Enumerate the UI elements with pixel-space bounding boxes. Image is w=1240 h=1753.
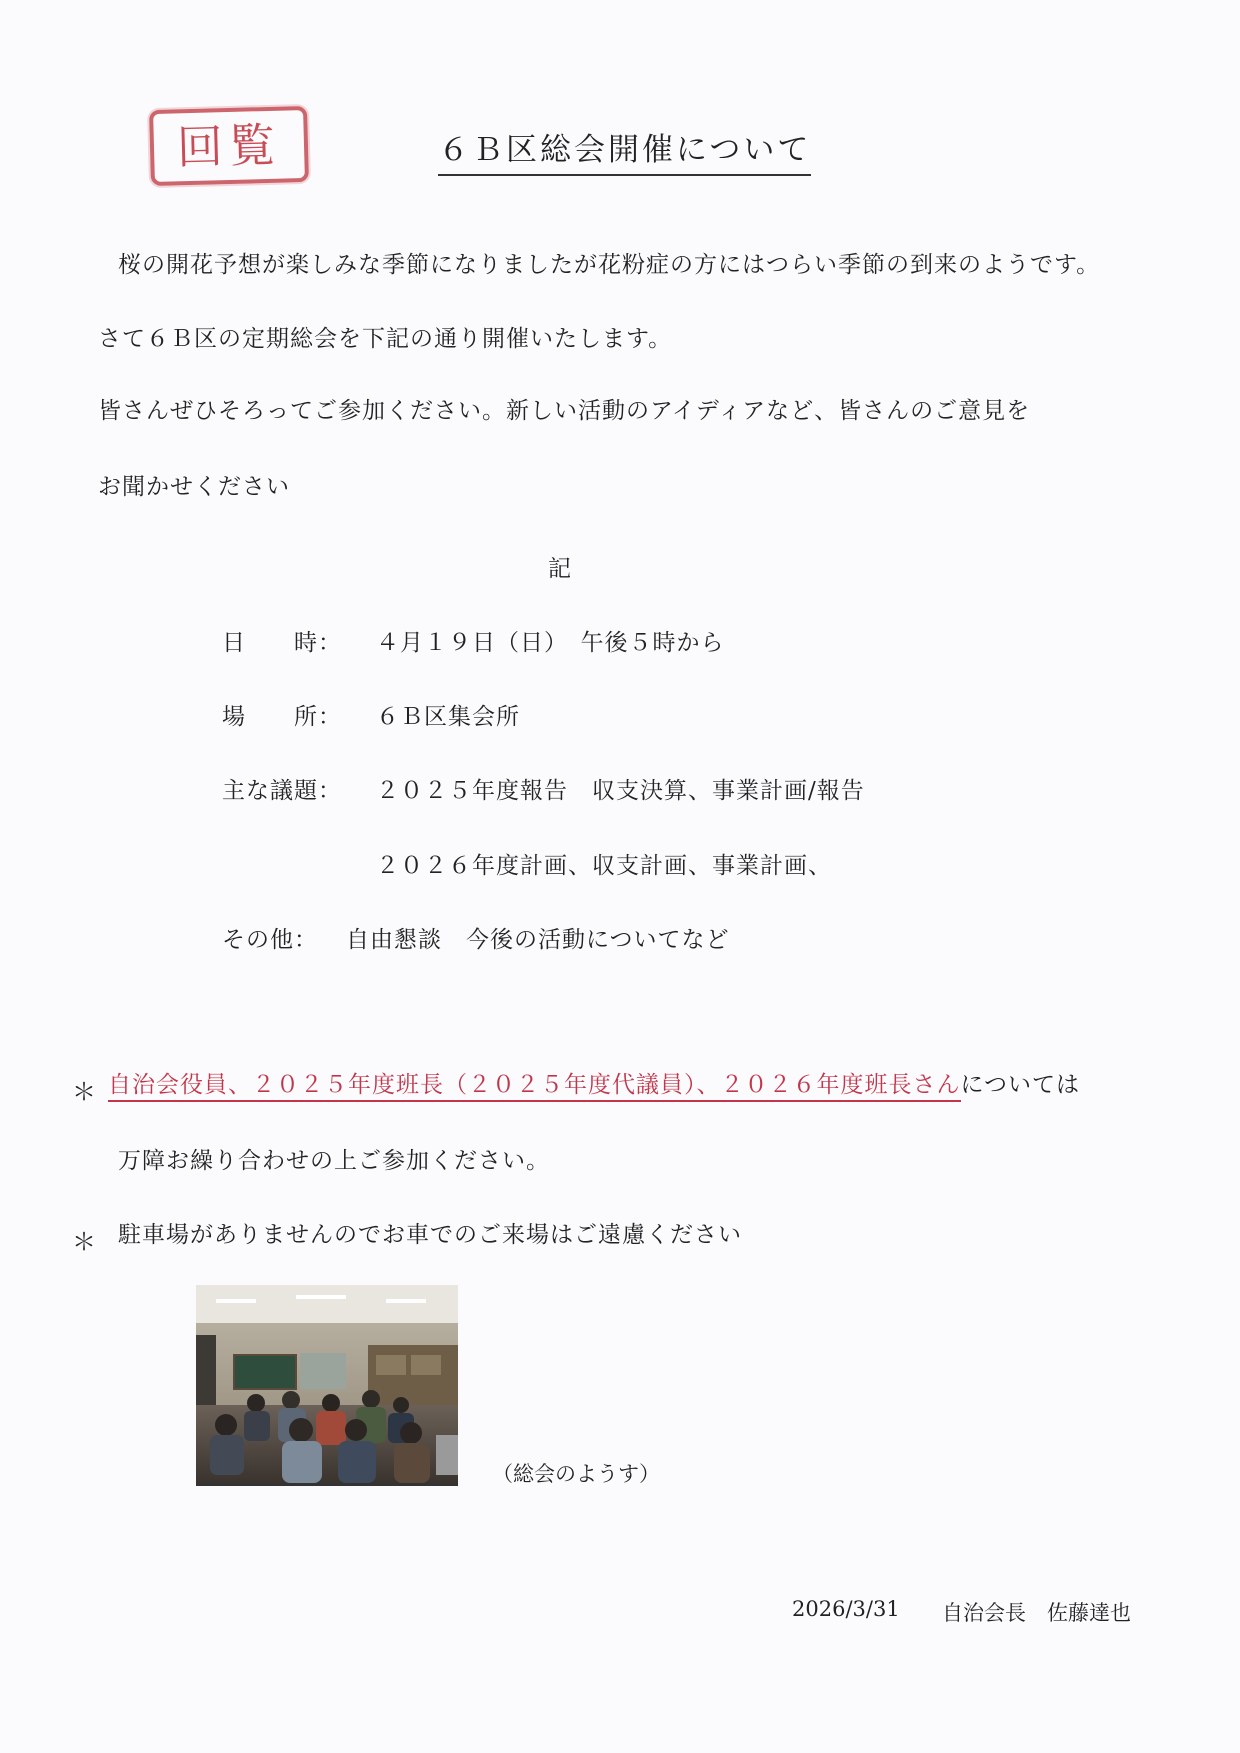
document-title: ６Ｂ区総会開催について — [438, 130, 811, 176]
note2-bullet: ＊ — [72, 1228, 96, 1256]
note2-text: 駐車場がありませんのでお車でのご来場はご遠慮ください — [118, 1222, 742, 1248]
intro-line-1: 桜の開花予想が楽しみな季節になりましたが花粉症の方にはつらい季節の到来のようです。 — [118, 252, 1101, 278]
other-label: その他： — [222, 927, 318, 953]
note1-bullet: ＊ — [72, 1078, 96, 1106]
note1-rest: については — [960, 1072, 1081, 1098]
other-value: 自由懇談 今後の活動についてなど — [346, 927, 730, 953]
intro-line-2: さて６Ｂ区の定期総会を下記の通り開催いたします。 — [98, 326, 673, 352]
kairan-stamp: 回覧 — [149, 106, 309, 186]
footer-date: 2026/3/31 — [792, 1597, 900, 1621]
footer-signature: 自治会長 佐藤達也 — [942, 1601, 1131, 1625]
agenda-line-1: ２０２５年度報告 収支決算、事業計画/報告 — [376, 778, 865, 804]
meeting-photo — [196, 1285, 458, 1486]
intro-line-3: 皆さんぜひそろってご参加ください。新しい活動のアイディアなど、皆さんのご意見を — [98, 398, 1031, 424]
meeting-photo-image — [196, 1285, 458, 1483]
ki-heading: 記 — [548, 556, 571, 582]
datetime-label: 日 時： — [222, 630, 342, 656]
note1-line2: 万障お繰り合わせの上ご参加ください。 — [118, 1148, 550, 1174]
note1-highlight: 自治会役員、２０２５年度班長（２０２５年度代議員）、２０２６年度班長さん — [108, 1072, 961, 1102]
agenda-label: 主な議題： — [222, 778, 342, 804]
place-value: ６Ｂ区集会所 — [376, 704, 520, 730]
note1-line1 — [108, 1070, 1080, 1100]
place-label: 場 所： — [222, 704, 342, 730]
intro-line-4: お聞かせください — [98, 474, 290, 500]
photo-caption: （総会のようす） — [492, 1462, 660, 1486]
agenda-line-2: ２０２６年度計画、収支計画、事業計画、 — [376, 853, 832, 879]
datetime-value: ４月１９日（日） 午後５時から — [376, 630, 725, 656]
